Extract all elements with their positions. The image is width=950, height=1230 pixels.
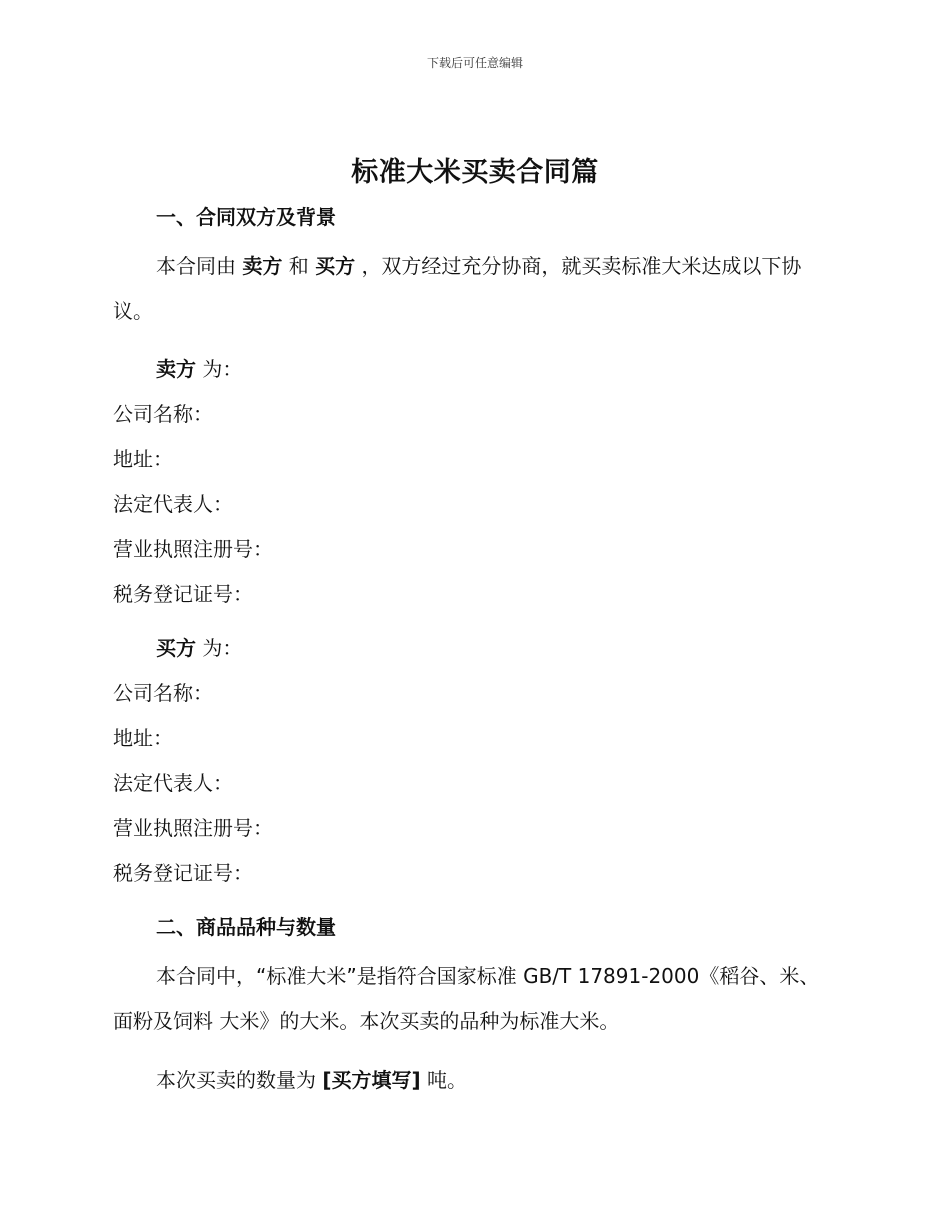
buyer-company-name: 公司名称： [113,681,213,705]
quantity-prefix: 本次买卖的数量为 [156,1068,316,1092]
buyer-legal-rep: 法定代表人： [113,771,233,795]
buyer-label [156,632,242,661]
seller-legal-rep: 法定代表人： [113,492,233,516]
intro-buyer: 买方 [315,254,356,278]
quantity-suffix: 吨。 [427,1068,467,1092]
seller-label [156,353,242,382]
buyer-address: 地址： [113,726,173,750]
intro-paragraph [113,244,833,334]
document-title: 标准大米买卖合同篇 [351,157,599,188]
seller-address: 地址： [113,447,173,471]
section2-heading: 二、商品品种与数量 [156,915,336,939]
intro-and: 和 [288,254,309,278]
seller-license-no: 营业执照注册号： [113,537,273,561]
intro-seller: 卖方 [242,254,283,278]
seller-label-suffix: 为： [202,357,243,381]
buyer-license-no: 营业执照注册号： [113,816,273,840]
quantity-placeholder: [买方填写] [322,1068,421,1092]
buyer-label-bold: 买方 [156,636,196,660]
seller-company-name: 公司名称： [113,402,213,426]
intro-suffix: ，双方经过充分协商，就买卖标准大米达成以下协议。 [113,254,802,323]
standard-rice-paragraph: 本合同中，“标准大米”是指符合国家标准 GB/T 17891-2000《稻谷、米、面粉及饲料 大米》的大米。本次买卖的品种为标准大米。 [113,964,820,1033]
intro-prefix: 本合同由 [156,254,236,278]
page-header: 下载后可任意编辑 [426,56,523,70]
buyer-label-suffix: 为： [202,636,243,660]
quantity-line [156,1064,467,1093]
buyer-tax-no: 税务登记证号： [113,861,253,885]
seller-tax-no: 税务登记证号： [113,582,253,606]
seller-label-bold: 卖方 [156,357,196,381]
section1-heading: 一、合同双方及背景 [156,205,336,229]
